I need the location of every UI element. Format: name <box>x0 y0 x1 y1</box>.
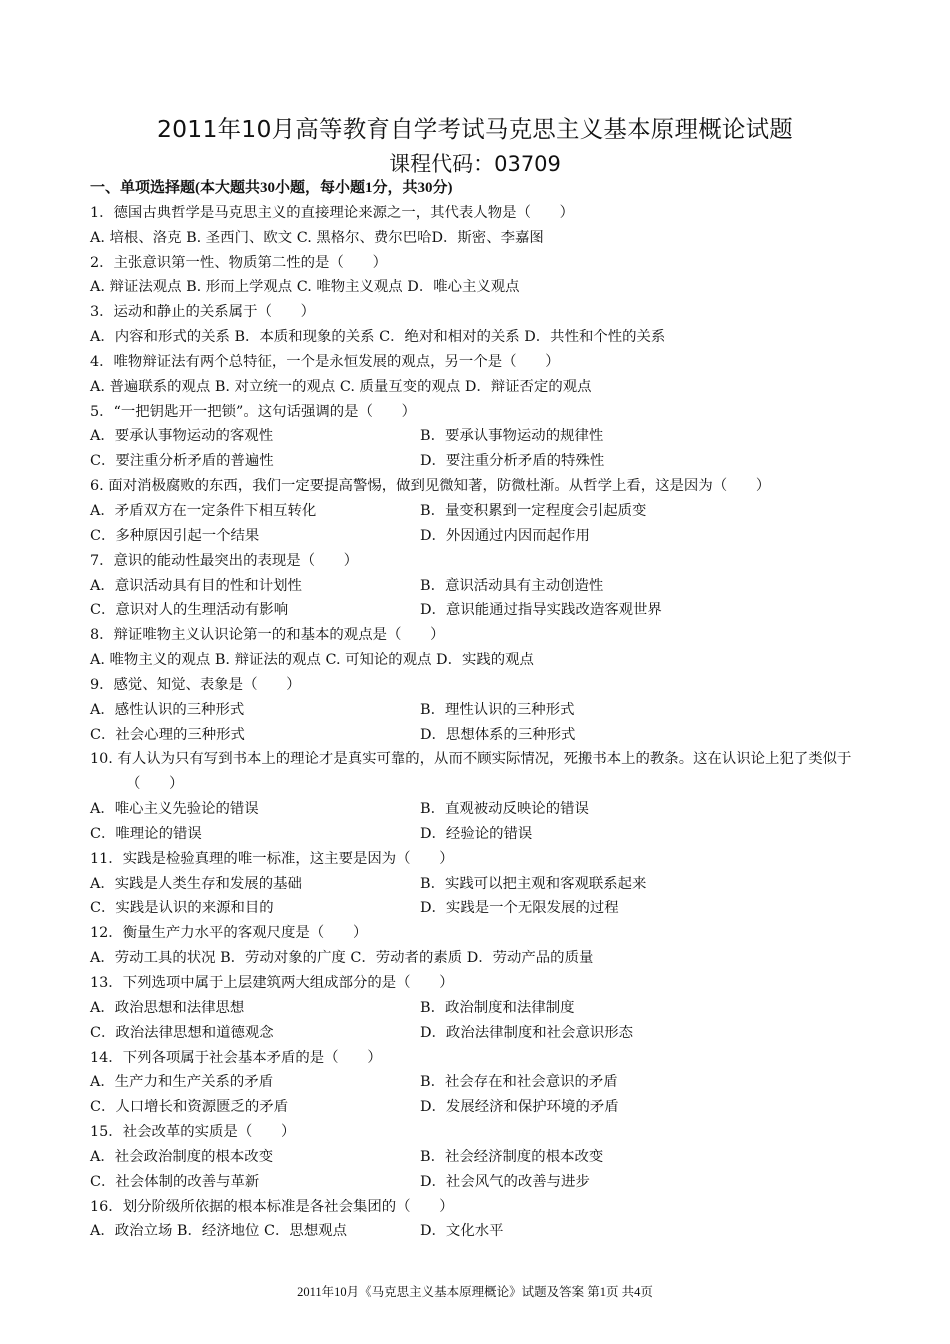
option-right: B．社会经济制度的根本改变 <box>420 1148 604 1165</box>
option-left: A．要承认事物运动的客观性 <box>90 428 274 445</box>
option-left: A．唯心主义先验论的错误 <box>90 801 259 818</box>
option-left: C．多种原因引起一个结果 <box>90 527 260 544</box>
option-right: D．政治法律制度和社会意识形态 <box>420 1024 634 1041</box>
options-row <box>90 1021 870 1046</box>
option-left: C．意识对人的生理活动有影响 <box>90 602 289 619</box>
options-row <box>90 797 870 822</box>
option-right: B．直观被动反映论的错误 <box>420 801 589 818</box>
question-stem: 4．唯物辩证法有两个总特征，一个是永恒发展的观点，另一个是（ ） <box>90 353 560 370</box>
option-right: B．量变积累到一定程度会引起质变 <box>420 502 647 519</box>
options-row <box>90 698 870 723</box>
options-row <box>90 424 870 449</box>
option-right: D．发展经济和保护环境的矛盾 <box>420 1099 619 1116</box>
option-left: C．唯理论的错误 <box>90 825 202 842</box>
option-left: C．政治法律思想和道德观念 <box>90 1024 274 1041</box>
question-stem: 2．主张意识第一性、物质第二性的是（ ） <box>90 254 387 271</box>
options-row <box>90 996 870 1021</box>
question-stem: 9．感觉、知觉、表象是（ ） <box>90 676 301 693</box>
option-right: B．意识活动具有主动创造性 <box>420 577 604 594</box>
options-row: A. 普遍联系的观点 B. 对立统一的观点 C. 质量互变的观点 D．辩证否定的观点 <box>90 378 592 395</box>
question-stem: 16．划分阶级所依据的根本标准是各社会集团的（ ） <box>90 1198 454 1215</box>
options-row: A．内容和形式的关系 B．本质和现象的关系 C．绝对和相对的关系 D．共性和个性的关系 <box>90 329 666 346</box>
options-row <box>90 723 870 748</box>
options-row <box>90 1219 870 1244</box>
question-stem: 10. 有人认为只有写到书本上的理论才是真实可靠的，从而不顾实际情况，死搬书本上的教条。这在认识论上犯了类似于（ ） <box>90 751 852 793</box>
option-right: B．要承认事物运动的规律性 <box>420 428 604 445</box>
options-row <box>90 1145 870 1170</box>
option-right: D．思想体系的三种形式 <box>420 726 576 743</box>
question-stem: 11．实践是检验真理的唯一标准，这主要是因为（ ） <box>90 850 454 867</box>
option-left: A．社会政治制度的根本改变 <box>90 1148 274 1165</box>
page-footer: 2011年10月《马克思主义基本原理概论》试题及答案 第1页 共4页 <box>297 1285 653 1299</box>
options-row <box>90 499 870 524</box>
question-stem: 8．辩证唯物主义认识论第一的和基本的观点是（ ） <box>90 627 445 644</box>
question-stem: 7．意识的能动性最突出的表现是（ ） <box>90 552 359 569</box>
question-stem: 6. 面对消极腐败的东西，我们一定要提高警惕，做到见微知著，防微杜渐。从哲学上看，这是因为（ ） <box>90 478 771 495</box>
section-heading: 一、单项选择题(本大题共30小题，每小题1分，共30分) <box>90 180 453 196</box>
option-right: B．社会存在和社会意识的矛盾 <box>420 1074 618 1091</box>
question-stem: 14．下列各项属于社会基本矛盾的是（ ） <box>90 1049 382 1066</box>
option-right: D．社会风气的改善与进步 <box>420 1173 590 1190</box>
options-row <box>90 574 870 599</box>
options-row <box>90 1095 870 1120</box>
course-code: 课程代码：03709 <box>389 152 561 176</box>
options-row <box>90 1170 870 1195</box>
question-stem: 3．运动和静止的关系属于（ ） <box>90 304 316 321</box>
option-right: D．外因通过内因而起作用 <box>420 527 590 544</box>
question-list <box>90 176 870 1244</box>
option-right: D．经验论的错误 <box>420 825 533 842</box>
option-left: A．矛盾双方在一定条件下相互转化 <box>90 502 317 519</box>
option-right: B．理性认识的三种形式 <box>420 701 575 718</box>
option-left: A．意识活动具有目的性和计划性 <box>90 577 302 594</box>
option-left: C．实践是认识的来源和目的 <box>90 900 274 917</box>
options-row <box>90 598 870 623</box>
question-stem: 5．“一把钥匙开一把锁”。这句话强调的是（ ） <box>90 403 417 420</box>
options-row <box>90 1070 870 1095</box>
option-left: C．要注重分析矛盾的普遍性 <box>90 453 274 470</box>
options-row: A．劳动工具的状况 B．劳动对象的广度 C．劳动者的素质 D．劳动产品的质量 <box>90 950 594 967</box>
exam-title: 2011年10月高等教育自学考试马克思主义基本原理概论试题 <box>156 115 793 143</box>
options-row <box>90 822 870 847</box>
option-right: B．政治制度和法律制度 <box>420 999 575 1016</box>
options-row <box>90 449 870 474</box>
question-stem: 13．下列选项中属于上层建筑两大组成部分的是（ ） <box>90 975 454 991</box>
option-left: C．社会体制的改善与革新 <box>90 1173 260 1190</box>
option-left: A．感性认识的三种形式 <box>90 701 245 718</box>
options-row <box>90 896 870 921</box>
question-stem: 15．社会改革的实质是（ ） <box>90 1124 296 1141</box>
options-row <box>90 524 870 549</box>
options-row: A. 唯物主义的观点 B. 辩证法的观点 C. 可知论的观点 D．实践的观点 <box>90 652 534 669</box>
option-left: A．生产力和生产关系的矛盾 <box>90 1074 274 1091</box>
option-left: C．人口增长和资源匮乏的矛盾 <box>90 1099 289 1116</box>
option-right: D．要注重分析矛盾的特殊性 <box>420 453 605 470</box>
question-stem: 12．衡量生产力水平的客观尺度是（ ） <box>90 925 368 942</box>
option-left: C．社会心理的三种形式 <box>90 726 245 743</box>
option-right: D．意识能通过指导实践改造客观世界 <box>420 602 662 619</box>
option-left: A．政治思想和法律思想 <box>90 999 245 1016</box>
option-right: D．文化水平 <box>420 1223 504 1240</box>
question-stem: 1．德国古典哲学是马克思主义的直接理论来源之一，其代表人物是（ ） <box>90 204 575 221</box>
option-right: B．实践可以把主观和客观联系起来 <box>420 875 647 892</box>
options-row: A. 辩证法观点 B. 形而上学观点 C. 唯物主义观点 D．唯心主义观点 <box>90 279 520 296</box>
option-right: D．实践是一个无限发展的过程 <box>420 900 619 917</box>
options-row: A. 培根、洛克 B. 圣西门、欧文 C. 黑格尔、费尔巴哈D．斯密、李嘉图 <box>90 229 544 246</box>
option-left: A．实践是人类生存和发展的基础 <box>90 875 302 892</box>
option-left: A．政治立场 B．经济地位 C．思想观点 <box>90 1223 347 1240</box>
options-row <box>90 872 870 897</box>
